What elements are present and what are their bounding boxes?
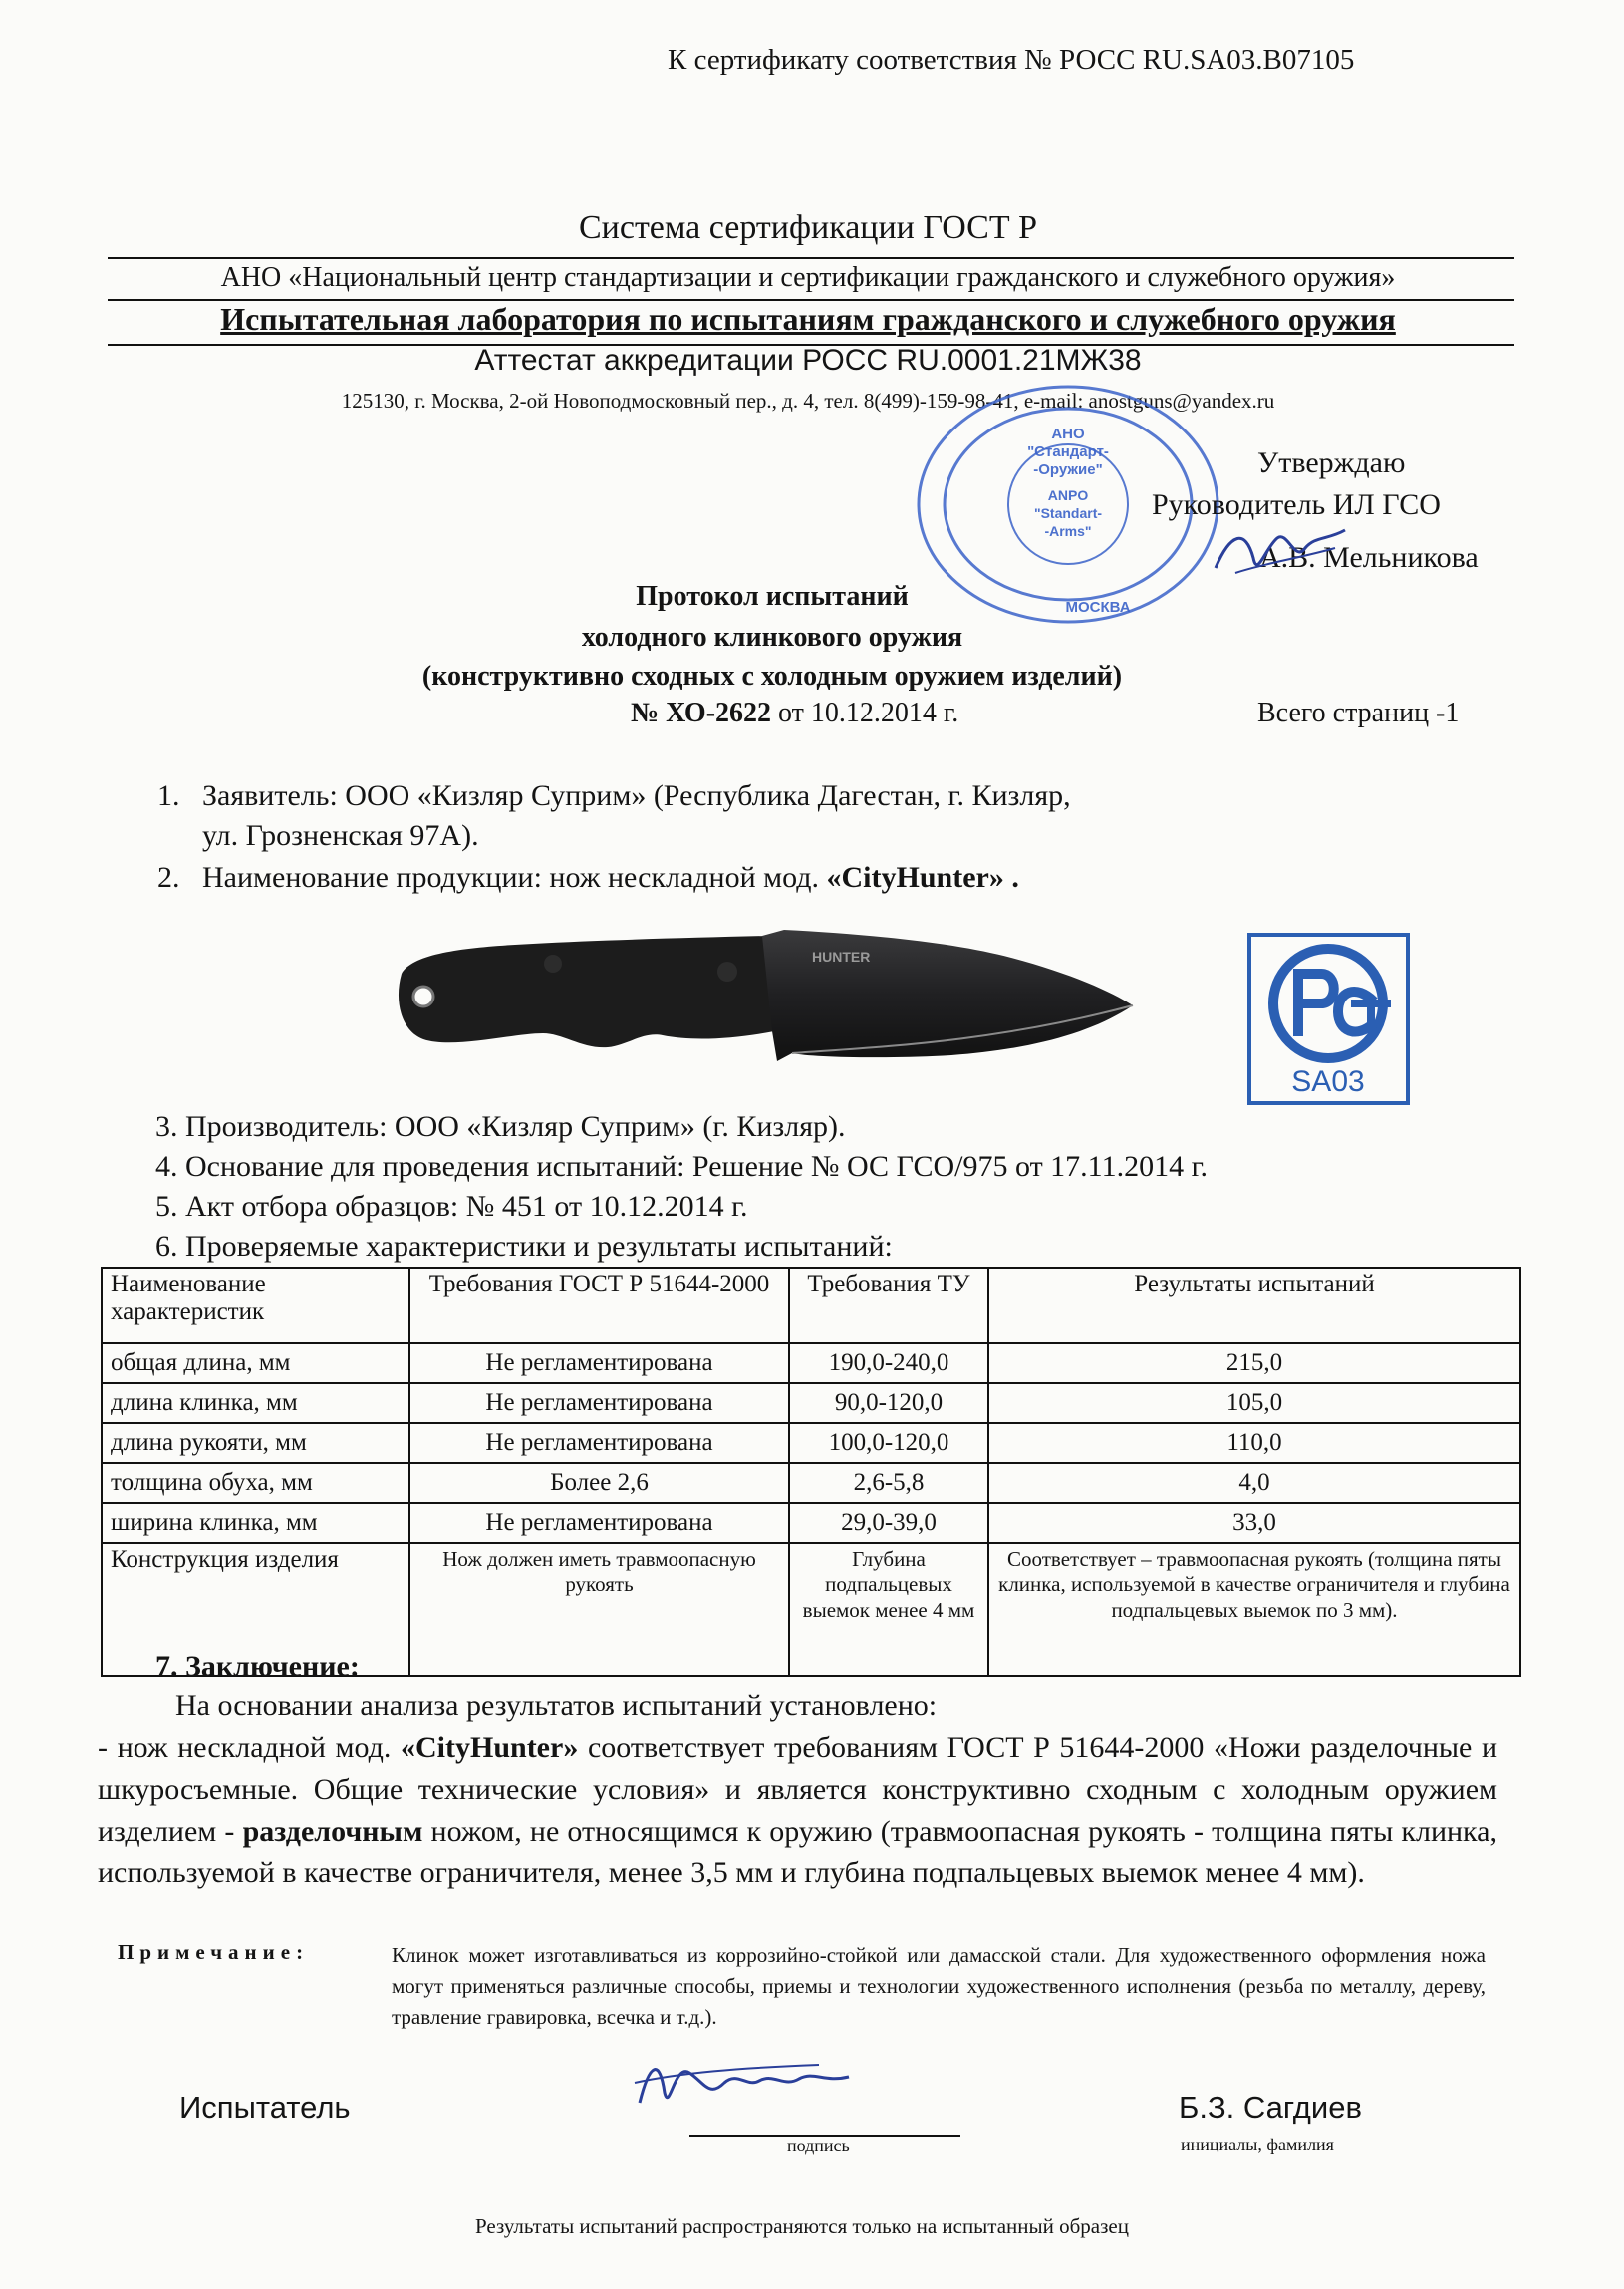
- header-characteristic: Наименование характеристик: [102, 1268, 409, 1343]
- row-tu: 100,0-120,0: [789, 1423, 988, 1463]
- svg-text:"Стандарт-: "Стандарт-: [1027, 443, 1109, 460]
- product-model: «CityHunter» .: [826, 861, 1019, 894]
- accreditation-certificate: Аттестат аккредитации РОСС RU.0001.21МЖ38: [474, 344, 1142, 377]
- table-row: [102, 1423, 1520, 1463]
- manufacturer: 3. Производитель: ООО «Кизляр Суприм» (г. Кизляр).: [155, 1110, 846, 1143]
- conclusion-heading: 7. Заключение:: [155, 1650, 360, 1683]
- row-result: 105,0: [988, 1383, 1520, 1423]
- certification-system: Система сертификации ГОСТ Р: [578, 209, 1038, 246]
- svg-text:АНО: АНО: [1051, 426, 1085, 442]
- row-characteristic: общая длина, мм: [102, 1343, 409, 1383]
- row-characteristic: толщина обуха, мм: [102, 1463, 409, 1503]
- signature-caption: подпись: [787, 2136, 850, 2155]
- row-result: Соответствует – травмоопасная рукоять (толщина пяты клинка, используемой в качестве ограничителя и глубина подпальцевых выемок по 3 мм).: [988, 1543, 1520, 1676]
- table-header-row: [102, 1268, 1520, 1343]
- svg-text:МОСКВА: МОСКВА: [1065, 599, 1131, 616]
- row-tu: 2,6-5,8: [789, 1463, 988, 1503]
- note-label: Примечание:: [118, 1940, 310, 1964]
- protocol-number-line: [631, 698, 958, 729]
- page-count: Всего страниц -1: [1257, 698, 1460, 728]
- row-tu: Глубина подпальцевых выемок менее 4 мм: [789, 1543, 988, 1676]
- knife-photo: [394, 922, 1151, 1076]
- header-tu-requirements: Требования ТУ: [789, 1268, 988, 1343]
- row-gost: Не регламентирована: [409, 1343, 789, 1383]
- approval-label: Утверждаю: [1257, 446, 1406, 479]
- protocol-date: от 10.12.2014 г.: [778, 698, 959, 728]
- svg-text:-Arms": -Arms": [1044, 523, 1092, 539]
- table-row: [102, 1343, 1520, 1383]
- applicant: Заявитель: ООО «Кизляр Суприм» (Республика Дагестан, г. Кизляр,: [202, 779, 1071, 812]
- row-gost: Не регламентирована: [409, 1423, 789, 1463]
- table-row: [102, 1463, 1520, 1503]
- protocol-scope: (конструктивно сходных с холодным оружием изделий): [421, 661, 1123, 692]
- approver-position: Руководитель ИЛ ГСО: [1152, 488, 1441, 521]
- name-caption: инициалы, фамилия: [1181, 2135, 1334, 2154]
- row-characteristic: ширина клинка, мм: [102, 1503, 409, 1543]
- protocol-title: Протокол испытаний: [636, 581, 909, 612]
- row-characteristic: Конструкция изделия: [102, 1543, 409, 1676]
- protocol-subtitle: холодного клинкового оружия: [581, 622, 963, 653]
- svg-text:-Оружие": -Оружие": [1033, 461, 1103, 478]
- tester-signature: [620, 2043, 869, 2123]
- row-result: 215,0: [988, 1343, 1520, 1383]
- applicant-address: ул. Грозненская 97А).: [202, 819, 479, 852]
- approver-name: А.В. Мельникова: [1259, 541, 1479, 574]
- certificate-reference: К сертификату соответствия № РОСС RU.SA03.B07105: [668, 44, 1355, 76]
- row-tu: 190,0-240,0: [789, 1343, 988, 1383]
- rule-top: [108, 257, 1514, 259]
- conclusion-text: - нож нескладной мод. «CityHunter» соответствует требованиям ГОСТ Р 51644-2000 «Ножи разделочные и шкуросъемные. Общие технические условия» и является конструктивно сходным с холодным оружием изделием - разделочным ножом, не относящимся к оружию (травмоопасная рукоять - толщина пяты клинка, используемой в качестве ограничителя, менее 3,5 мм и глубина подпальцевых выемок менее 4 мм).: [98, 1731, 1498, 1889]
- pct-certification-mark: [1246, 932, 1411, 1106]
- header-gost-requirements: Требования ГОСТ Р 51644-2000: [409, 1268, 789, 1343]
- item-number-2: 2.: [157, 861, 180, 894]
- tester-name: Б.З. Сагдиев: [1179, 2090, 1362, 2125]
- row-result: 33,0: [988, 1503, 1520, 1543]
- test-basis: 4. Основание для проведения испытаний: Решение № ОС ГСО/975 от 17.11.2014 г.: [155, 1150, 1208, 1183]
- table-row: [102, 1503, 1520, 1543]
- row-tu: 90,0-120,0: [789, 1383, 988, 1423]
- footer-note: Результаты испытаний распространяются только на испытанный образец: [475, 2214, 1129, 2238]
- row-gost: Нож должен иметь травмоопасную рукоять: [409, 1543, 789, 1676]
- svg-text:ANPO: ANPO: [1047, 487, 1089, 503]
- row-result: 110,0: [988, 1423, 1520, 1463]
- svg-text:SA03: SA03: [1291, 1065, 1365, 1098]
- row-characteristic: длина рукояти, мм: [102, 1423, 409, 1463]
- results-table: [101, 1267, 1521, 1677]
- row-result: 4,0: [988, 1463, 1520, 1503]
- svg-text:"Standart-: "Standart-: [1033, 505, 1103, 521]
- row-characteristic: длина клинка, мм: [102, 1383, 409, 1423]
- sampling-act: 5. Акт отбора образцов: № 451 от 10.12.2014 г.: [155, 1190, 748, 1223]
- conclusion-intro: На основании анализа результатов испытаний установлено:: [175, 1689, 938, 1722]
- organization-name: АНО «Национальный центр стандартизации и сертификации гражданского и служебного оружия»: [220, 262, 1396, 293]
- row-gost: Не регламентирована: [409, 1383, 789, 1423]
- product-name-line: [202, 861, 1019, 895]
- row-tu: 29,0-39,0: [789, 1503, 988, 1543]
- laboratory-name: Испытательная лаборатория по испытаниям гражданского и служебного оружия: [220, 301, 1396, 337]
- item-number-1: 1.: [157, 779, 180, 812]
- svg-text:HUNTER: HUNTER: [812, 949, 871, 965]
- header-results: Результаты испытаний: [988, 1268, 1520, 1343]
- lab-address: 125130, г. Москва, 2-ой Новоподмосковный пер., д. 4, тел. 8(499)-159-98-41, e-mail: anostguns@yandex.ru: [341, 389, 1275, 413]
- note-text: Клинок может изготавливаться из коррозийно-стойкой или дамасской стали. Для художественного оформления ножа могут применяться различные способы, приемы и технологии художественного исполнения (резьба по металлу, дереву, травление гравировка, всечка и т.д.).: [392, 1943, 1486, 2029]
- row-gost: Не регламентирована: [409, 1503, 789, 1543]
- protocol-number: № ХО-2622: [631, 698, 772, 728]
- approver-signature: [1206, 518, 1355, 588]
- tester-role: Испытатель: [179, 2090, 351, 2125]
- checked-characteristics: 6. Проверяемые характеристики и результаты испытаний:: [155, 1230, 893, 1263]
- table-row: [102, 1383, 1520, 1423]
- row-gost: Более 2,6: [409, 1463, 789, 1503]
- product-name-label: Наименование продукции: нож нескладной мод.: [202, 861, 820, 894]
